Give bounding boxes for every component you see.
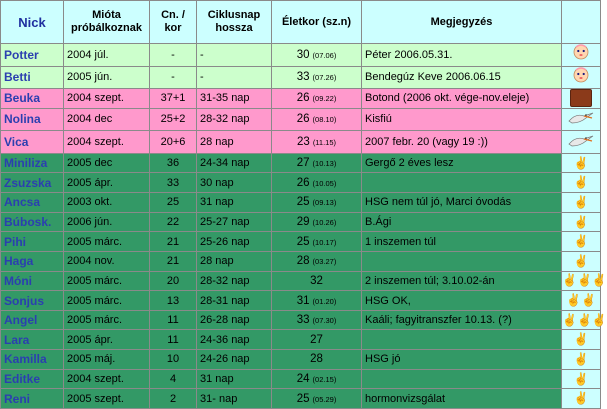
age-cell xyxy=(272,66,362,89)
note-cell: Kisfiú xyxy=(362,108,562,131)
cycle-length-cell: 28-31 nap xyxy=(197,291,272,311)
age-cell xyxy=(272,251,362,271)
table-row xyxy=(1,66,601,89)
age-cell xyxy=(272,310,362,330)
icon-cell xyxy=(562,389,601,409)
note-cell: HSG OK, xyxy=(362,291,562,311)
since-cell: 2005 szept. xyxy=(64,389,150,409)
birthday-date: (07.06) xyxy=(312,50,337,60)
age-cell xyxy=(272,369,362,389)
icon-cell xyxy=(562,44,601,67)
cycle-length-cell: 28-32 nap xyxy=(197,271,272,291)
age-cell xyxy=(272,389,362,409)
nick-cell: Zsuzska xyxy=(1,173,64,193)
header-row xyxy=(1,1,601,44)
birthday-date: (03.27) xyxy=(312,257,337,267)
cycle-length-cell: 31- nap xyxy=(197,389,272,409)
nick-cell: Sonjus xyxy=(1,291,64,311)
note-cell: Gergő 2 éves lesz xyxy=(362,153,562,173)
cycle-age-cell: 11 xyxy=(150,310,197,330)
crossed-fingers-icon: ✌✌✌ xyxy=(562,273,607,288)
icon-cell xyxy=(562,173,601,193)
cycle-age-cell: 22 xyxy=(150,212,197,232)
icon-cell xyxy=(562,193,601,213)
crossed-fingers-icon: ✌✌✌ xyxy=(562,312,607,327)
since-cell: 2005 márc. xyxy=(64,291,150,311)
crossed-fingers-icon: ✌ xyxy=(573,155,589,170)
age-cell xyxy=(272,330,362,350)
crossed-fingers-icon: ✌ xyxy=(573,194,589,209)
birthday-date: (07.30) xyxy=(312,316,337,326)
table-row xyxy=(1,251,601,271)
since-cell: 2005 ápr. xyxy=(64,173,150,193)
table-row xyxy=(1,153,601,173)
age-value: 33 xyxy=(296,314,310,327)
since-cell: 2004 szept. xyxy=(64,89,150,109)
cycle-age-cell: 11 xyxy=(150,330,197,350)
cycle-length-cell: 28-32 nap xyxy=(197,108,272,131)
table-row xyxy=(1,108,601,131)
crossed-fingers-icon: ✌ xyxy=(573,234,589,249)
birthday-date: (05.29) xyxy=(312,394,337,404)
table-row xyxy=(1,193,601,213)
age-cell xyxy=(272,350,362,370)
since-cell: 2006 jún. xyxy=(64,212,150,232)
cycle-age-cell: 21 xyxy=(150,251,197,271)
nick-cell: Haga xyxy=(1,251,64,271)
cycle-length-cell: 25-27 nap xyxy=(197,212,272,232)
cycle-length-cell: 28 nap xyxy=(197,251,272,271)
cycle-age-cell: 21 xyxy=(150,232,197,252)
nick-cell: Pihi xyxy=(1,232,64,252)
crossed-fingers-icon: ✌ xyxy=(573,214,589,229)
age-value: 25 xyxy=(296,235,310,248)
since-cell: 2004 júl. xyxy=(64,44,150,67)
since-cell: 2004 dec xyxy=(64,108,150,131)
cycle-length-cell: 26-28 nap xyxy=(197,310,272,330)
age-value: 29 xyxy=(296,216,310,228)
note-cell: Botond (2006 okt. vége-nov.eleje) xyxy=(362,89,562,109)
cycle-length-cell: 24-34 nap xyxy=(197,153,272,173)
age-cell xyxy=(272,291,362,311)
birthday-date: (08.10) xyxy=(312,115,337,125)
since-cell: 2004 szept. xyxy=(64,131,150,154)
note-cell xyxy=(362,251,562,271)
note-cell: hormonvizsgálat xyxy=(362,389,562,409)
note-cell: HSG jó xyxy=(362,350,562,370)
cycle-age-cell: 4 xyxy=(150,369,197,389)
age-cell xyxy=(272,131,362,154)
birthday-date: (10.05) xyxy=(312,178,337,188)
table-row xyxy=(1,350,601,370)
table-row xyxy=(1,369,601,389)
nick-cell: Miniliza xyxy=(1,153,64,173)
age-value: 32 xyxy=(310,274,323,287)
age-value: 26 xyxy=(296,113,310,126)
crossed-fingers-icon: ✌ xyxy=(573,391,589,406)
since-cell: 2005 márc. xyxy=(64,310,150,330)
crossed-fingers-icon: ✌ xyxy=(573,175,589,190)
table-row xyxy=(1,131,601,154)
age-cell xyxy=(272,153,362,173)
cycle-age-cell: 2 xyxy=(150,389,197,409)
age-value: 26 xyxy=(296,92,310,105)
nick-cell: Beuka xyxy=(1,89,64,109)
age-cell xyxy=(272,89,362,109)
header-since: Mióta próbálkoznak xyxy=(64,1,150,44)
icon-cell xyxy=(562,131,601,154)
note-cell: Péter 2006.05.31. xyxy=(362,44,562,67)
note-cell: Kaáli; fagyitranszfer 10.13. (?) xyxy=(362,310,562,330)
baby-icon xyxy=(570,67,592,88)
icon-cell xyxy=(562,369,601,389)
cycle-length-cell: - xyxy=(197,66,272,89)
cycle-length-cell: - xyxy=(197,44,272,67)
cycle-length-cell: 24-36 nap xyxy=(197,330,272,350)
baby-icon xyxy=(570,44,592,65)
cycle-age-cell: 20+6 xyxy=(150,131,197,154)
cycle-length-cell: 31 nap xyxy=(197,193,272,213)
since-cell: 2005 ápr. xyxy=(64,330,150,350)
age-value: 31 xyxy=(296,294,310,307)
table-row xyxy=(1,310,601,330)
age-value: 33 xyxy=(296,71,310,84)
birthday-date: (10.17) xyxy=(312,237,337,247)
table-row xyxy=(1,291,601,311)
cycle-age-cell: - xyxy=(150,66,197,89)
table-row xyxy=(1,271,601,291)
note-cell: 1 inszemen túl xyxy=(362,232,562,252)
icon-cell xyxy=(562,251,601,271)
nick-cell: Búbosk. xyxy=(1,212,64,232)
cycle-length-cell: 30 nap xyxy=(197,173,272,193)
note-cell: 2007 febr. 20 (vagy 19 :)) xyxy=(362,131,562,154)
nick-cell: Lara xyxy=(1,330,64,350)
nick-cell: Reni xyxy=(1,389,64,409)
table-row xyxy=(1,212,601,232)
header-note: Megjegyzés xyxy=(362,1,562,44)
note-cell xyxy=(362,330,562,350)
cycle-length-cell: 31-35 nap xyxy=(197,89,272,109)
birthday-date: (11.15) xyxy=(312,138,337,148)
age-cell xyxy=(272,232,362,252)
header-age: Életkor (sz.n) xyxy=(272,1,362,44)
stork-icon xyxy=(566,109,596,130)
birthday-date: (09.22) xyxy=(312,94,337,104)
age-value: 28 xyxy=(296,255,310,268)
note-cell: 2 inszemen túl; 3.10.02-án xyxy=(362,271,562,291)
age-value: 27 xyxy=(296,157,310,170)
cycle-length-cell: 24-26 nap xyxy=(197,350,272,370)
age-value: 26 xyxy=(296,176,310,189)
icon-cell xyxy=(562,108,601,131)
age-cell xyxy=(272,193,362,213)
cycle-age-cell: - xyxy=(150,44,197,67)
cycle-age-cell: 20 xyxy=(150,271,197,291)
ultrasound-photo-icon xyxy=(570,89,592,107)
cycle-length-cell: 28 nap xyxy=(197,131,272,154)
age-cell xyxy=(272,212,362,232)
birthday-date: (02.15) xyxy=(312,375,337,384)
icon-cell xyxy=(562,212,601,232)
birthday-date: (07.26) xyxy=(312,73,337,83)
nick-cell: Betti xyxy=(1,66,64,89)
icon-cell xyxy=(562,66,601,89)
icon-cell xyxy=(562,310,607,330)
age-value: 25 xyxy=(296,196,310,209)
birthday-date: (10.26) xyxy=(312,218,337,227)
age-value: 23 xyxy=(296,136,310,149)
header-nick: Nick xyxy=(1,1,64,44)
cycle-age-cell: 25+2 xyxy=(150,108,197,131)
icon-cell xyxy=(562,350,601,370)
age-value: 24 xyxy=(296,373,310,385)
table-row xyxy=(1,389,601,409)
icon-cell xyxy=(562,291,601,311)
cycle-age-cell: 33 xyxy=(150,173,197,193)
table-row xyxy=(1,330,601,350)
since-cell: 2004 szept. xyxy=(64,369,150,389)
since-cell: 2005 dec xyxy=(64,153,150,173)
crossed-fingers-icon: ✌ xyxy=(573,351,589,366)
icon-cell xyxy=(562,153,601,173)
birthday-date: (10.13) xyxy=(312,159,337,169)
birthday-date: (09.13) xyxy=(312,198,337,208)
icon-cell xyxy=(562,232,601,252)
cycle-age-cell: 10 xyxy=(150,350,197,370)
age-cell xyxy=(272,271,362,291)
since-cell: 2003 okt. xyxy=(64,193,150,213)
age-value: 30 xyxy=(296,48,310,61)
age-value: 27 xyxy=(310,333,323,346)
cycle-age-cell: 25 xyxy=(150,193,197,213)
table-row xyxy=(1,173,601,193)
stork-icon xyxy=(566,132,596,153)
cycle-length-cell: 25-26 nap xyxy=(197,232,272,252)
nick-cell: Angel xyxy=(1,310,64,330)
table-row xyxy=(1,89,601,109)
note-cell xyxy=(362,173,562,193)
since-cell: 2005 márc. xyxy=(64,271,150,291)
since-cell: 2005 márc. xyxy=(64,232,150,252)
cycle-length-cell: 31 nap xyxy=(197,369,272,389)
note-cell xyxy=(362,369,562,389)
icon-cell xyxy=(562,271,607,291)
note-cell: Bendegúz Keve 2006.06.15 xyxy=(362,66,562,89)
crossed-fingers-icon: ✌ xyxy=(573,253,589,268)
cycle-age-cell: 36 xyxy=(150,153,197,173)
crossed-fingers-icon: ✌ xyxy=(573,371,589,386)
nick-cell: Potter xyxy=(1,44,64,67)
age-cell xyxy=(272,173,362,193)
birthday-date: (01.20) xyxy=(312,296,337,306)
note-cell: HSG nem túl jó, Marci óvodás xyxy=(362,193,562,213)
since-cell: 2005 máj. xyxy=(64,350,150,370)
header-cycle-age: Cn. / kor xyxy=(150,1,197,44)
crossed-fingers-icon: ✌ xyxy=(573,332,589,347)
table-row xyxy=(1,44,601,67)
header-cycle-length: Ciklusnap hossza xyxy=(197,1,272,44)
since-cell: 2005 jún. xyxy=(64,66,150,89)
note-cell: B.Ági xyxy=(362,212,562,232)
nick-cell: Nolina xyxy=(1,108,64,131)
nick-cell: Vica xyxy=(1,131,64,154)
age-cell xyxy=(272,44,362,67)
table-row xyxy=(1,232,601,252)
nick-cell: Editke xyxy=(1,369,64,389)
cycle-age-cell: 37+1 xyxy=(150,89,197,109)
nick-cell: Móni xyxy=(1,271,64,291)
crossed-fingers-icon: ✌✌ xyxy=(566,293,596,307)
nick-cell: Kamilla xyxy=(1,350,64,370)
age-value: 25 xyxy=(296,392,310,405)
age-cell xyxy=(272,108,362,131)
age-value: 28 xyxy=(310,353,323,366)
since-cell: 2004 nov. xyxy=(64,251,150,271)
icon-cell xyxy=(562,89,601,109)
cycle-age-cell: 13 xyxy=(150,291,197,311)
icon-cell xyxy=(562,330,601,350)
header-icon xyxy=(562,1,601,44)
nick-cell: Ancsa xyxy=(1,193,64,213)
